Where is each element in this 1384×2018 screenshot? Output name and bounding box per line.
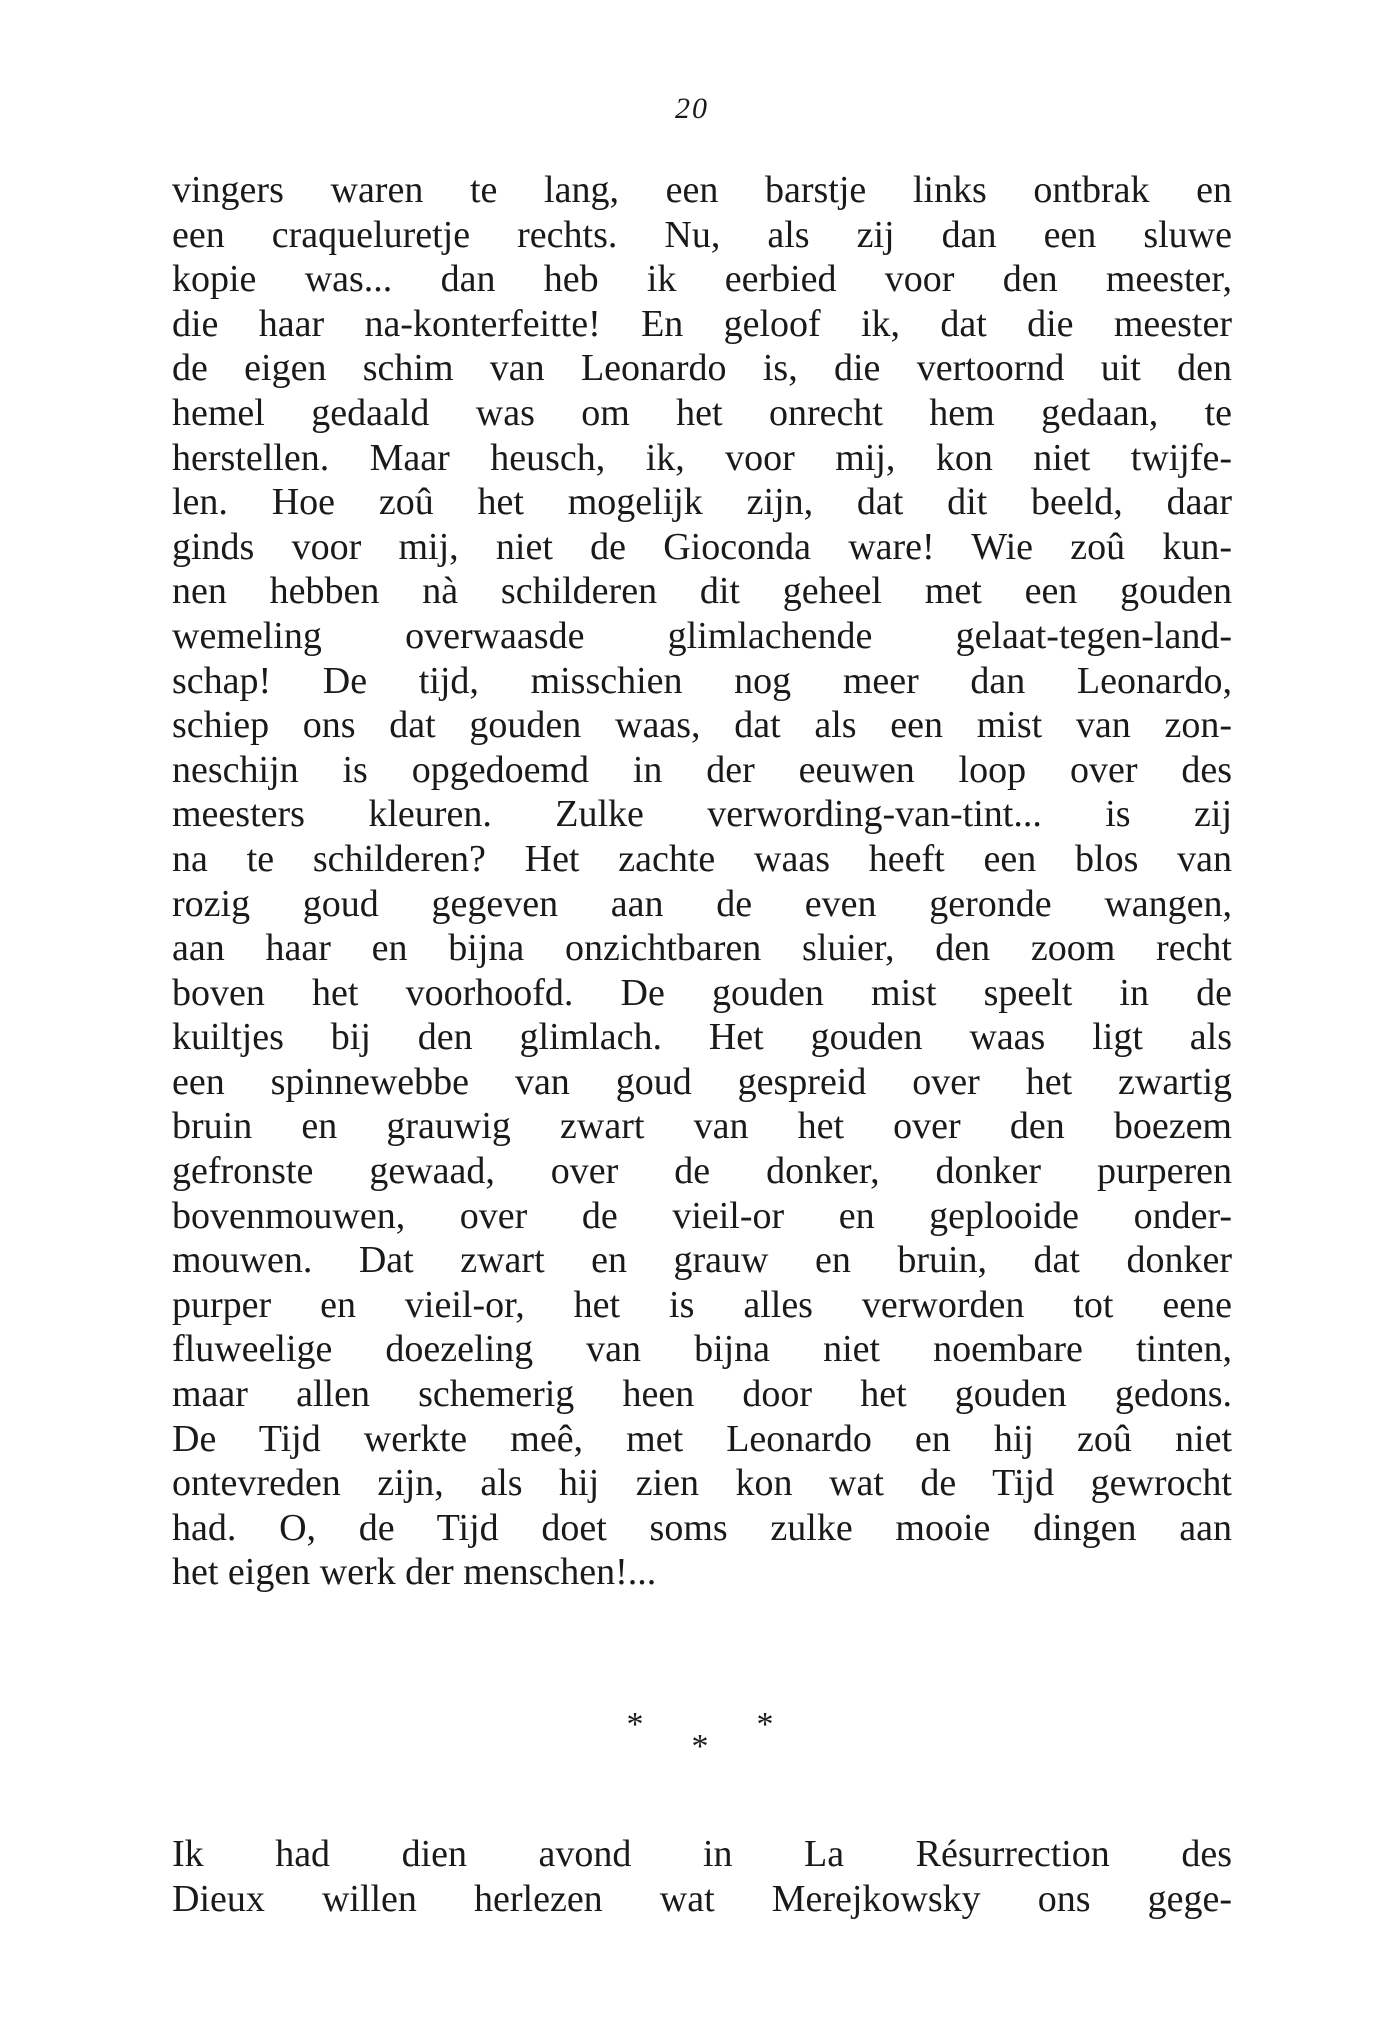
text-line: kopie was... dan heb ik eerbied voor den meester, [172,258,1232,301]
text-line: had. O, de Tijd doet soms zulke mooie dingen aan [172,1506,1232,1549]
asterisk-icon: * [626,1706,644,1743]
text-line: schiep ons dat gouden waas, dat als een mist van zon- [172,704,1232,747]
text-line: aan haar en bijna onzichtbaren sluier, den zoom recht [172,927,1232,970]
main-paragraph [172,168,1232,1595]
next-paragraph [172,1832,1232,1921]
text-line: vingers waren te lang, een barstje links ontbrak en [172,169,1232,211]
text-line: een spinnewebbe van goud gespreid over het zwartig [172,1060,1232,1103]
text-line: neschijn is opgedoemd in der eeuwen loop over des [172,748,1232,791]
text-line: een craqueluretje rechts. Nu, als zij dan een sluwe [172,213,1232,256]
text-line: rozig goud gegeven aan de even geronde wangen, [172,882,1232,925]
text-line: purper en vieil-or, het is alles verworden tot eene [172,1283,1232,1326]
asterisk-icon: * [691,1728,709,1765]
text-line: hemel gedaald was om het onrecht hem gedaan, te [172,391,1232,434]
text-line-last: het eigen werk der menschen!... [172,1551,657,1594]
text-line: boven het voorhoofd. De gouden mist speelt in de [172,971,1232,1014]
text-line: gefronste gewaad, over de donker, donker purperen [172,1150,1232,1193]
text-line: herstellen. Maar heusch, ik, voor mij, kon niet twijfe- [172,436,1232,479]
text-line: fluweelige doezeling van bijna niet noembare tinten, [172,1328,1232,1371]
text-line: meesters kleuren. Zulke verwording-van-tint... is zij [172,793,1232,836]
text-line: die haar na-konterfeitte! En geloof ik, dat die meester [172,302,1232,345]
text-line: nen hebben nà schilderen dit geheel met een gouden [172,570,1232,613]
text-line: kuiltjes bij den glimlach. Het gouden waas ligt als [172,1016,1232,1059]
asterisk-icon: * [756,1706,774,1743]
text-line: ginds voor mij, niet de Gioconda ware! Wie zoû kun- [172,525,1232,568]
text-line: mouwen. Dat zwart en grauw en bruin, dat donker [172,1239,1232,1282]
text-line: de eigen schim van Leonardo is, die vertoornd uit den [172,347,1232,390]
text-line: na te schilderen? Het zachte waas heeft een blos van [172,837,1232,880]
text-line: Dieux willen herlezen wat Merejkowsky ons gege- [172,1877,1232,1920]
section-separator [0,1706,1384,1776]
text-line: maar allen schemerig heen door het gouden gedons. [172,1373,1232,1416]
text-line: Ik had dien avond in La Résurrection des [172,1833,1232,1875]
page-number: 20 [675,92,709,125]
text-line: len. Hoe zoû het mogelijk zijn, dat dit beeld, daar [172,481,1232,524]
text-line: De Tijd werkte meê, met Leonardo en hij zoû niet [172,1417,1232,1460]
text-line: bovenmouwen, over de vieil-or en geplooide onder- [172,1194,1232,1237]
text-line: bruin en grauwig zwart van het over den boezem [172,1105,1232,1148]
text-line: schap! De tijd, misschien nog meer dan Leonardo, [172,659,1232,702]
text-line: wemeling overwaasde glimlachende gelaat-tegen-land- [172,614,1232,657]
text-line: ontevreden zijn, als hij zien kon wat de Tijd gewrocht [172,1462,1232,1505]
